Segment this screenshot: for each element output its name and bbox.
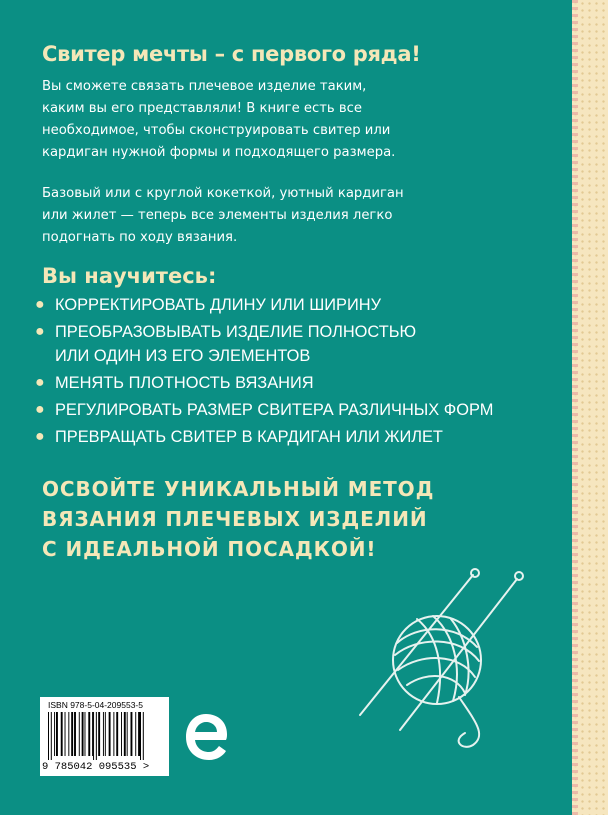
bullet-icon: ● [35, 323, 45, 340]
text-line: подогнать по ходу вязания. [42, 230, 238, 245]
text-line: необходимое, чтобы сконструировать свитер или [42, 123, 391, 138]
barcode-bar [143, 712, 144, 760]
bullet-icon: ● [35, 374, 45, 391]
barcode-bar [65, 712, 66, 756]
skill-text: РЕГУЛИРОВАТЬ РАЗМЕР СВИТЕРА РАЗЛИЧНЫХ ФОРМ [55, 401, 494, 419]
barcode-bar [105, 712, 106, 756]
skill-text: ПРЕВРАЩАТЬ СВИТЕР В КАРДИГАН ИЛИ ЖИЛЕТ [55, 428, 443, 446]
text-line: ОСВОЙТЕ УНИКАЛЬНЫЙ МЕТОД [42, 477, 435, 501]
text-line: Базовый или с круглой кокеткой, уютный кардиган [42, 186, 404, 201]
skill-item [32, 293, 572, 317]
call-to-action [42, 474, 562, 564]
barcode-bar [56, 712, 58, 756]
barcode-bar [74, 712, 76, 756]
barcode-bar [48, 712, 49, 760]
text-line: каким вы его представляли! В книге есть все [42, 101, 363, 116]
skill-item [32, 320, 572, 368]
barcode-bar [61, 712, 63, 756]
skill-text: КОРРЕКТИРОВАТЬ ДЛИНУ ИЛИ ШИРИНУ [55, 296, 382, 314]
barcode-bar [85, 712, 86, 756]
barcode-bar [138, 712, 140, 756]
yarn-ball-with-knitting-needles-icon [355, 555, 540, 755]
isbn-text: ISBN 978-5-04-209553-5 [48, 700, 143, 710]
skill-text: ПРЕОБРАЗОВЫВАТЬ ИЗДЕЛИЕ ПОЛНОСТЬЮ [55, 323, 417, 341]
barcode-bar [54, 712, 55, 756]
barcode-bar [113, 712, 114, 756]
skill-item [32, 398, 572, 422]
bullet-icon: ● [35, 296, 45, 313]
barcode [44, 712, 165, 760]
intro-paragraph [42, 76, 562, 164]
barcode-box [40, 697, 169, 776]
barcode-bar [96, 712, 97, 760]
barcode-bar [121, 712, 122, 756]
spine-pattern [572, 0, 608, 815]
learn-heading: Вы научитесь: [42, 264, 217, 288]
barcode-bar [51, 712, 52, 760]
skill-text: ИЛИ ОДИН ИЗ ЕГО ЭЛЕМЕНТОВ [55, 347, 311, 365]
barcode-bar [140, 712, 141, 760]
barcode-bar [127, 712, 128, 756]
headline: Свитер мечты – с первого ряда! [42, 42, 421, 66]
barcode-bar [92, 712, 93, 756]
barcode-bar [135, 712, 136, 756]
barcode-bar [109, 712, 111, 756]
barcode-bar [93, 712, 94, 760]
barcode-bar [79, 712, 80, 756]
text-line: кардиган нужной формы и подходящего размера. [42, 145, 396, 160]
publisher-logo-icon [183, 711, 229, 763]
skill-text: МЕНЯТЬ ПЛОТНОСТЬ ВЯЗАНИЯ [55, 374, 314, 392]
barcode-bar [131, 712, 133, 756]
bullet-icon: ● [35, 428, 45, 445]
barcode-bar [68, 712, 69, 756]
skills-list [32, 293, 572, 452]
barcode-digits: 9 785042 095535 > [42, 761, 150, 773]
barcode-bar [124, 712, 126, 756]
barcode-bar [82, 712, 84, 756]
barcode-bar [103, 712, 104, 756]
skill-item [32, 425, 572, 449]
skill-item [32, 371, 572, 395]
barcode-bar [98, 712, 100, 756]
barcode-bar [88, 712, 90, 756]
barcode-bar [71, 712, 73, 756]
text-line: С ИДЕАЛЬНОЙ ПОСАДКОЙ! [42, 537, 377, 561]
text-line: или жилет — теперь все элементы изделия легко [42, 208, 393, 223]
text-line: Вы сможете связать плечевое изделие таким, [42, 79, 367, 94]
second-paragraph [42, 183, 562, 249]
text-line: ВЯЗАНИЯ ПЛЕЧЕВЫХ ИЗДЕЛИЙ [42, 507, 428, 531]
bullet-icon: ● [35, 401, 45, 418]
barcode-bar [116, 712, 118, 756]
